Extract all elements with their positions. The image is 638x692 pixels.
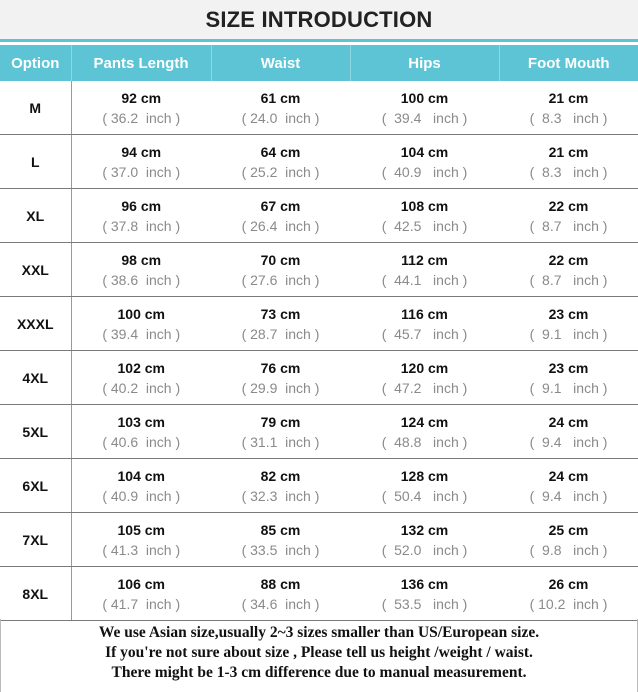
measurement-cell [211,459,350,513]
inch-value: ( 9.4 inch ) [529,487,608,504]
column-header-pants-length: Pants Length [71,45,211,81]
cm-value: 102 cm [117,359,165,376]
inch-value: ( 45.7 inch ) [381,325,468,342]
measurement-cell [71,459,211,513]
cm-value: 132 cm [400,521,449,538]
cm-value: 96 cm [121,197,162,214]
size-notes [0,619,638,692]
measurement-cell [350,513,499,567]
inch-value: ( 52.0 inch ) [381,541,468,558]
cm-value: 120 cm [400,359,449,376]
measurement-cell [350,243,499,297]
size-option-cell: 5XL [0,405,71,459]
cm-value: 61 cm [260,89,301,106]
cm-value: 85 cm [260,521,301,538]
cm-value: 108 cm [400,197,449,214]
measurement-cell [211,405,350,459]
cm-value: 124 cm [400,413,449,430]
inch-value: ( 53.5 inch ) [381,595,468,612]
page-title: SIZE INTRODUCTION [205,6,433,32]
inch-value: ( 40.6 inch ) [102,433,181,450]
cm-value: 79 cm [260,413,301,430]
note-line: There might be 1-3 cm difference due to manual measurement. [111,664,527,681]
cm-value: 25 cm [548,521,589,538]
inch-value: ( 28.7 inch ) [241,325,320,342]
measurement-cell [350,351,499,405]
size-option-cell: XXXL [0,297,71,351]
size-option-cell: 8XL [0,567,71,621]
inch-value: ( 40.2 inch ) [102,379,181,396]
size-table [0,45,638,621]
cm-value: 67 cm [260,197,301,214]
cm-value: 112 cm [401,251,448,268]
measurement-cell [350,81,499,135]
measurement-cell [71,135,211,189]
inch-value: ( 8.7 inch ) [529,217,608,234]
table-body [0,81,638,621]
note-line: We use Asian size,usually 2~3 sizes smaller than US/European size. [98,624,540,641]
inch-value: ( 8.7 inch ) [529,271,608,288]
size-option-cell: M [0,81,71,135]
size-option-cell: 6XL [0,459,71,513]
inch-value: ( 47.2 inch ) [381,379,468,396]
inch-value: ( 37.0 inch ) [102,163,181,180]
column-header-waist: Waist [211,45,350,81]
cm-value: 21 cm [548,143,589,160]
cm-value: 92 cm [121,89,162,106]
inch-value: ( 33.5 inch ) [241,541,320,558]
measurement-cell [71,351,211,405]
measurement-cell [350,405,499,459]
cm-value: 82 cm [260,467,301,484]
measurement-cell [499,513,638,567]
cm-value: 103 cm [117,413,165,430]
column-header-option: Option [0,45,71,81]
measurement-cell [499,81,638,135]
title-bar [0,0,638,42]
measurement-cell [71,513,211,567]
cm-value: 104 cm [400,143,449,160]
cm-value: 128 cm [400,467,449,484]
table-header-row [0,45,638,81]
inch-value: ( 9.8 inch ) [529,541,608,558]
table-row [0,459,638,513]
table-row [0,405,638,459]
cm-value: 64 cm [260,143,301,160]
table-row [0,567,638,621]
inch-value: ( 36.2 inch ) [102,109,181,126]
inch-value: ( 41.7 inch ) [102,595,181,612]
measurement-cell [211,351,350,405]
inch-value: ( 9.4 inch ) [529,433,608,450]
measurement-cell [71,189,211,243]
column-header-hips: Hips [350,45,499,81]
cm-value: 26 cm [548,575,589,592]
cm-value: 105 cm [117,521,165,538]
measurement-cell [71,567,211,621]
inch-value: ( 44.1 inch ) [381,271,468,288]
cm-value: 21 cm [548,89,589,106]
inch-value: ( 8.3 inch ) [529,163,608,180]
cm-value: 94 cm [121,143,162,160]
table-row [0,297,638,351]
measurement-cell [211,81,350,135]
measurement-cell [71,243,211,297]
cm-value: 22 cm [548,251,589,268]
size-option-cell: XXL [0,243,71,297]
cm-value: 23 cm [548,359,589,376]
cm-value: 76 cm [260,359,301,376]
measurement-cell [211,297,350,351]
size-option-cell: 7XL [0,513,71,567]
inch-value: ( 40.9 inch ) [102,487,181,504]
inch-value: ( 25.2 inch ) [241,163,320,180]
size-option-cell: 4XL [0,351,71,405]
measurement-cell [211,567,350,621]
measurement-cell [71,81,211,135]
inch-value: ( 42.5 inch ) [381,217,468,234]
inch-value: ( 37.8 inch ) [102,217,181,234]
column-header-foot-mouth: Foot Mouth [499,45,638,81]
inch-value: ( 26.4 inch ) [241,217,320,234]
cm-value: 106 cm [117,575,165,592]
inch-value: ( 27.6 inch ) [241,271,320,288]
inch-value: ( 32.3 inch ) [241,487,320,504]
measurement-cell [350,189,499,243]
inch-value: ( 39.4 inch ) [102,325,181,342]
size-option-cell: XL [0,189,71,243]
cm-value: 24 cm [548,467,589,484]
inch-value: ( 48.8 inch ) [381,433,468,450]
measurement-cell [499,189,638,243]
table-row [0,135,638,189]
inch-value: ( 38.6 inch ) [102,271,181,288]
table-row [0,81,638,135]
cm-value: 24 cm [548,413,589,430]
measurement-cell [211,243,350,297]
table-row [0,189,638,243]
measurement-cell [499,135,638,189]
measurement-cell [499,351,638,405]
cm-value: 100 cm [400,89,449,106]
measurement-cell [499,243,638,297]
inch-value: ( 9.1 inch ) [529,379,608,396]
cm-value: 70 cm [260,251,301,268]
table-row [0,513,638,567]
cm-value: 100 cm [117,305,165,322]
note-line: If you're not sure about size , Please tell us height /weight / waist. [105,644,533,661]
inch-value: ( 41.3 inch ) [102,541,181,558]
inch-value: ( 9.1 inch ) [529,325,608,342]
measurement-cell [499,459,638,513]
inch-value: ( 24.0 inch ) [241,109,320,126]
cm-value: 88 cm [260,575,301,592]
inch-value: ( 50.4 inch ) [381,487,468,504]
cm-value: 104 cm [117,467,165,484]
cm-value: 73 cm [260,305,301,322]
inch-value: ( 39.4 inch ) [381,109,468,126]
measurement-cell [499,405,638,459]
inch-value: ( 29.9 inch ) [241,379,320,396]
measurement-cell [350,459,499,513]
cm-value: 98 cm [121,251,162,268]
inch-value: ( 10.2 inch ) [529,595,608,612]
size-option-cell: L [0,135,71,189]
measurement-cell [499,567,638,621]
inch-value: ( 34.6 inch ) [241,595,320,612]
measurement-cell [350,297,499,351]
measurement-cell [71,405,211,459]
measurement-cell [350,567,499,621]
measurement-cell [71,297,211,351]
measurement-cell [211,135,350,189]
inch-value: ( 31.1 inch ) [241,433,320,450]
cm-value: 136 cm [400,575,449,592]
measurement-cell [211,513,350,567]
measurement-cell [499,297,638,351]
measurement-cell [350,135,499,189]
inch-value: ( 40.9 inch ) [381,163,468,180]
inch-value: ( 8.3 inch ) [529,109,608,126]
table-row [0,243,638,297]
measurement-cell [211,189,350,243]
cm-value: 116 cm [401,305,448,322]
table-row [0,351,638,405]
cm-value: 23 cm [548,305,589,322]
cm-value: 22 cm [548,197,589,214]
